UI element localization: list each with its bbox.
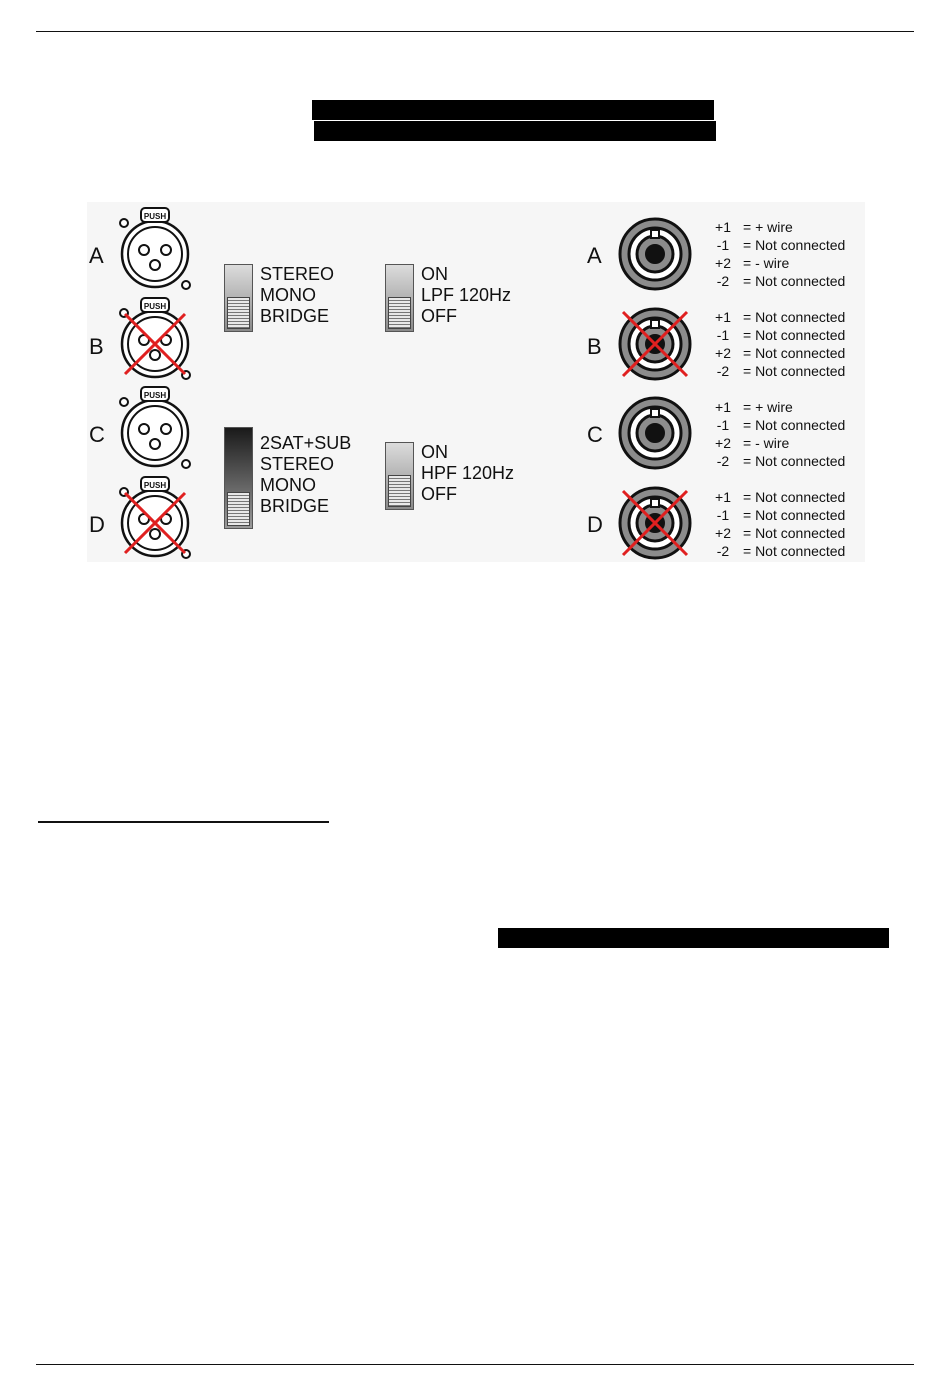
- footer-rule: [36, 1364, 914, 1365]
- pin-row: [703, 434, 845, 452]
- pin-key: -1: [716, 417, 730, 433]
- speakon-connector-d: [620, 488, 690, 558]
- pin-key: +2: [715, 435, 731, 451]
- xlr-letter-b: B: [89, 334, 104, 359]
- hpf-off: OFF: [421, 484, 457, 504]
- pin-row: [703, 416, 845, 434]
- speakon-connector-a: [620, 219, 690, 289]
- redacted-heading-line-2: [314, 121, 716, 141]
- pin-row: [703, 236, 845, 254]
- lpf-on: ON: [421, 264, 448, 284]
- mode-switch-cd-labels: [260, 433, 351, 517]
- pin-key: +1: [715, 399, 731, 415]
- pin-value: = + wire: [743, 219, 793, 235]
- speakon-key: [651, 230, 659, 238]
- xlr-pin: [161, 424, 171, 434]
- xlr-letter-a: A: [89, 243, 104, 268]
- xlr-inner-ring: [128, 227, 182, 281]
- xlr-screw-hole: [182, 460, 190, 468]
- xlr-pin: [150, 439, 160, 449]
- pin-value: = Not connected: [743, 309, 846, 325]
- pin-value: = Not connected: [743, 273, 846, 289]
- mode-ab-bridge: BRIDGE: [260, 306, 330, 326]
- pin-value: = Not connected: [743, 345, 846, 361]
- mode-cd-2sat-sub: 2SAT+SUB: [260, 433, 352, 453]
- xlr-screw-hole: [120, 219, 128, 227]
- pin-row: [703, 488, 845, 506]
- xlr-pin: [161, 245, 171, 255]
- pin-value: = - wire: [743, 435, 790, 451]
- pin-row: [703, 272, 845, 290]
- speakon-key: [651, 320, 659, 328]
- hpf-switch-labels: [421, 442, 514, 505]
- xlr-push-label: PUSH: [143, 391, 167, 400]
- pin-key: +2: [715, 255, 731, 271]
- mode-cd-mono: MONO: [260, 475, 316, 495]
- pin-value: = Not connected: [743, 237, 846, 253]
- lpf-switch-knob[interactable]: [388, 297, 411, 329]
- pin-key: +1: [715, 309, 731, 325]
- xlr-pin: [150, 350, 160, 360]
- speakon-key: [651, 499, 659, 507]
- pin-row: [703, 326, 845, 344]
- pin-row: [703, 254, 845, 272]
- xlr-connector-a: [120, 208, 190, 289]
- xlr-pin: [150, 529, 160, 539]
- header-rule: [36, 31, 914, 32]
- pin-key: +1: [715, 489, 731, 505]
- section-underline: [38, 821, 329, 823]
- pin-value: = Not connected: [743, 327, 846, 343]
- mode-switch-ab[interactable]: [224, 264, 253, 332]
- speakon-center: [646, 424, 664, 442]
- mode-switch-ab-knob[interactable]: [227, 297, 250, 329]
- xlr-push-label: PUSH: [143, 212, 167, 221]
- pin-value: = Not connected: [743, 417, 846, 433]
- redacted-text-block: [498, 928, 889, 948]
- lpf-label: LPF 120Hz: [421, 285, 512, 305]
- pin-key: -1: [716, 507, 730, 523]
- pin-row: [703, 398, 845, 416]
- pin-value: = Not connected: [743, 453, 846, 469]
- hpf-switch-knob[interactable]: [388, 475, 411, 507]
- pin-key: +2: [715, 345, 731, 361]
- pin-value: = Not connected: [743, 525, 846, 541]
- pin-key: -2: [716, 453, 730, 469]
- pin-key: -2: [716, 273, 730, 289]
- speakon-center: [646, 245, 664, 263]
- redacted-heading-line-1: [312, 100, 714, 120]
- connector-diagram: [87, 202, 865, 562]
- xlr-pin: [150, 260, 160, 270]
- speakon-connector-b: [620, 309, 690, 379]
- mode-ab-mono: MONO: [260, 285, 316, 305]
- mode-cd-bridge: BRIDGE: [260, 496, 330, 516]
- pin-key: -1: [716, 237, 730, 253]
- speakon-connectors: [612, 202, 702, 562]
- pin-table-b: [703, 308, 845, 380]
- mode-ab-stereo: STEREO: [260, 264, 335, 284]
- pin-value: = Not connected: [743, 543, 846, 559]
- xlr-screw-hole: [120, 398, 128, 406]
- xlr-inner-ring: [128, 406, 182, 460]
- pin-row: [703, 344, 845, 362]
- lpf-off: OFF: [421, 306, 457, 326]
- pin-row: [703, 452, 845, 470]
- pin-table-a: [703, 218, 845, 290]
- speakon-letter-b: B: [587, 334, 602, 359]
- xlr-screw-hole: [182, 281, 190, 289]
- mode-switch-cd[interactable]: [224, 427, 253, 529]
- pin-value: = + wire: [743, 399, 793, 415]
- lpf-switch[interactable]: [385, 264, 414, 332]
- speakon-key: [651, 409, 659, 417]
- pin-row: [703, 218, 845, 236]
- speakon-letter-d: D: [587, 512, 603, 537]
- pin-value: = - wire: [743, 255, 790, 271]
- xlr-letter-d: D: [89, 512, 105, 537]
- pin-key: -1: [716, 327, 730, 343]
- pin-value: = Not connected: [743, 489, 846, 505]
- pin-row: [703, 506, 845, 524]
- speakon-connector-c: [620, 398, 690, 468]
- pin-row: [703, 308, 845, 326]
- pin-key: +2: [715, 525, 731, 541]
- mode-cd-stereo: STEREO: [260, 454, 335, 474]
- xlr-push-label: PUSH: [143, 302, 167, 311]
- pin-key: +1: [715, 219, 731, 235]
- pin-table-c: [703, 398, 845, 470]
- pin-row: [703, 362, 845, 380]
- pin-value: = Not connected: [743, 507, 846, 523]
- xlr-connector-d: [120, 477, 190, 558]
- pin-table-d: [703, 488, 845, 560]
- xlr-connector-b: [120, 298, 190, 379]
- xlr-push-label: PUSH: [143, 481, 167, 490]
- mode-switch-ab-labels: [260, 264, 334, 327]
- hpf-label: HPF 120Hz: [421, 463, 515, 483]
- xlr-connectors: [107, 202, 227, 562]
- xlr-connector-c: [120, 387, 190, 468]
- speakon-letter-a: A: [587, 243, 602, 268]
- pin-key: -2: [716, 543, 730, 559]
- pin-row: [703, 542, 845, 560]
- pin-key: -2: [716, 363, 730, 379]
- hpf-on: ON: [421, 442, 448, 462]
- lpf-switch-labels: [421, 264, 511, 327]
- xlr-pin: [139, 245, 149, 255]
- speakon-letter-c: C: [587, 422, 603, 447]
- hpf-switch[interactable]: [385, 442, 414, 510]
- xlr-letter-c: C: [89, 422, 105, 447]
- pin-value: = Not connected: [743, 363, 846, 379]
- pin-row: [703, 524, 845, 542]
- mode-switch-cd-knob[interactable]: [227, 492, 250, 526]
- xlr-pin: [139, 424, 149, 434]
